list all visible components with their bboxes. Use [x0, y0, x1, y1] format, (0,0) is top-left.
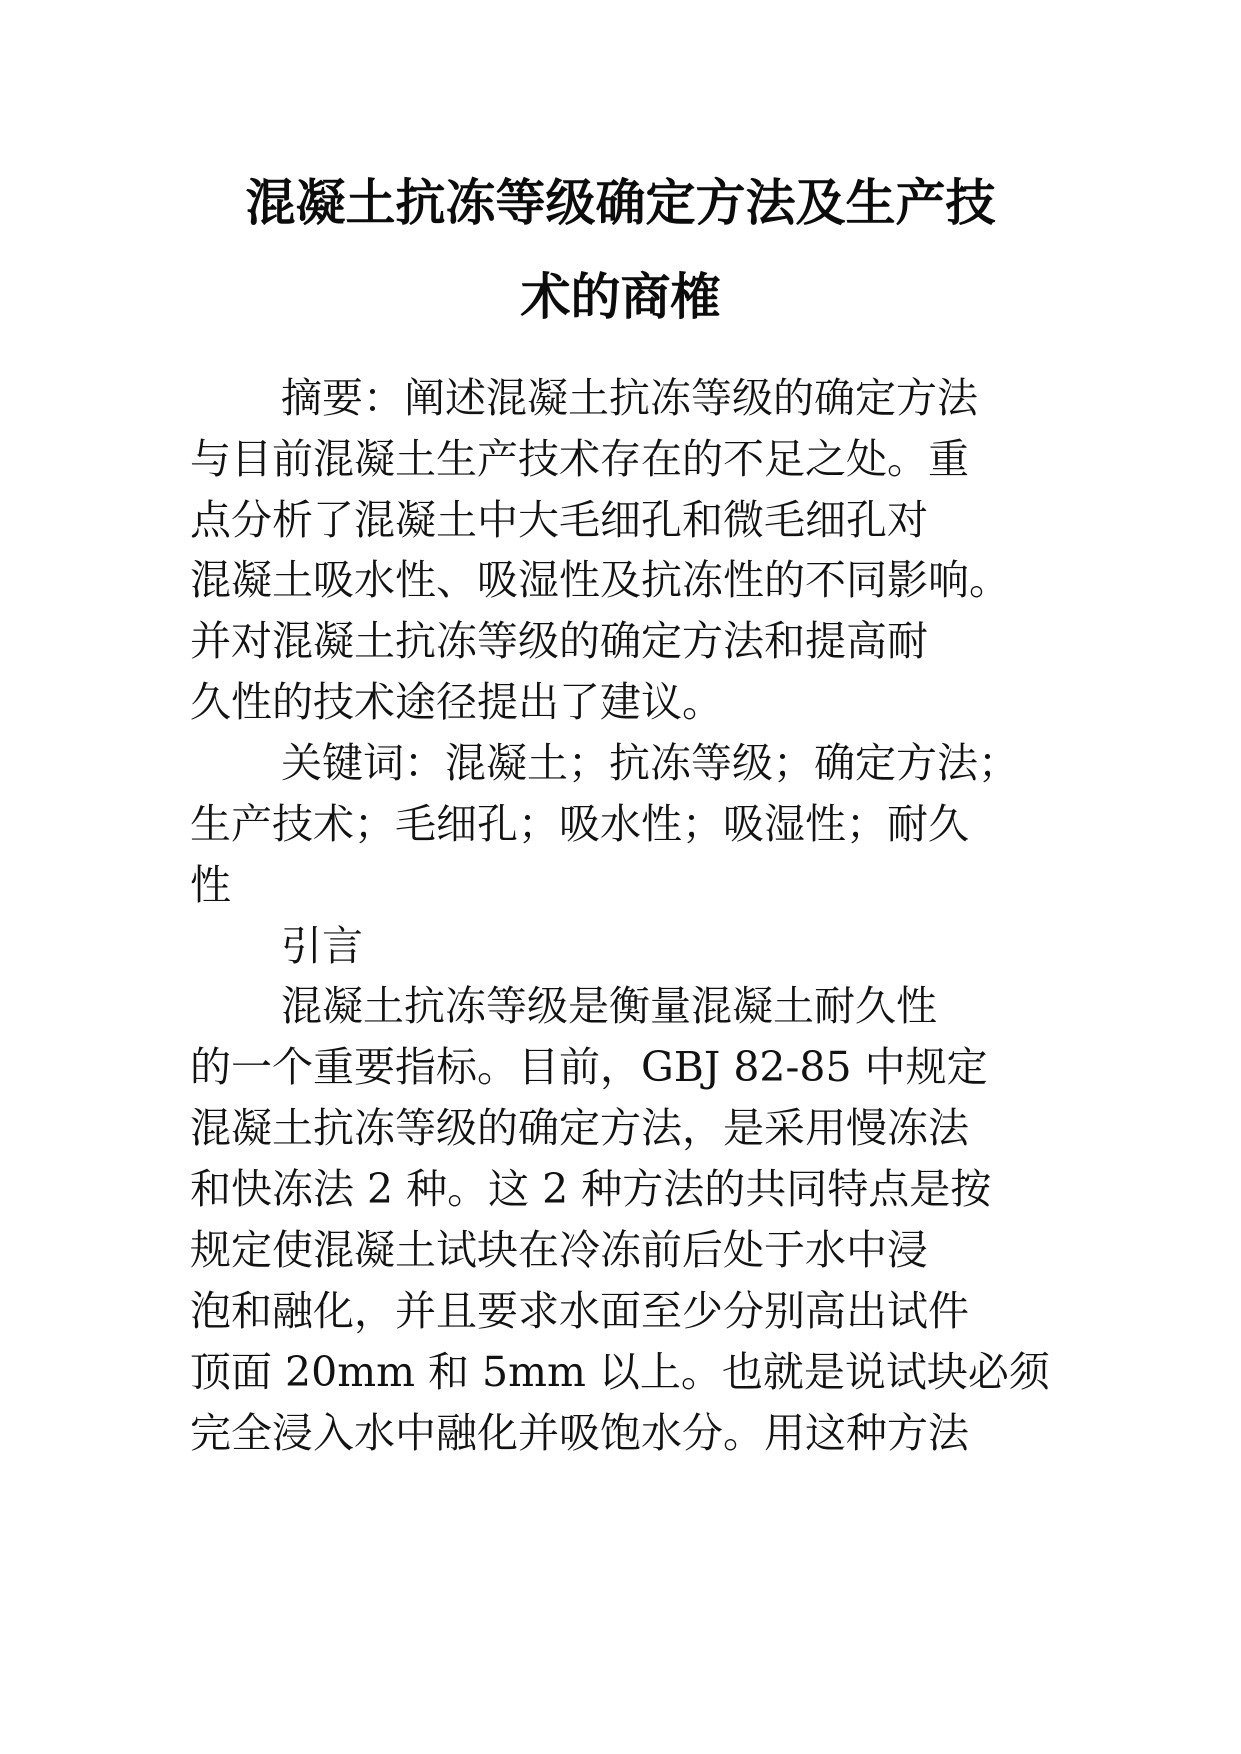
abstract-line-2: 与目前混凝土生产技术存在的不足之处。重 [190, 435, 969, 483]
abstract-line-4: 混凝土吸水性、吸湿性及抗冻性的不同影响。 [190, 556, 1010, 604]
abstract-line-1: 摘要：阐述混凝土抗冻等级的确定方法 [281, 374, 978, 422]
paragraph-line-3: 混凝土抗冻等级的确定方法，是采用慢冻法 [190, 1104, 969, 1152]
keywords-line-1: 关键词：混凝土；抗冻等级；确定方法； [281, 739, 1019, 787]
paragraph-line-7: 顶面 20mm 和 5mm 以上。也就是说试块必须 [190, 1348, 1050, 1396]
paragraph-line-8: 完全浸入水中融化并吸饱水分。用这种方法 [190, 1409, 969, 1457]
paragraph-line-4: 和快冻法 2 种。这 2 种方法的共同特点是按 [190, 1165, 992, 1213]
paragraph-line-1: 混凝土抗冻等级是衡量混凝土耐久性 [281, 982, 937, 1030]
document-title-line-2: 术的商榷 [520, 268, 721, 326]
abstract-line-3: 点分析了混凝土中大毛细孔和微毛细孔对 [190, 496, 928, 544]
paragraph-line-5: 规定使混凝土试块在冷冻前后处于水中浸 [190, 1226, 928, 1274]
document-title-line-1: 混凝土抗冻等级确定方法及生产技 [245, 174, 996, 232]
keywords-line-2: 生产技术；毛细孔；吸水性；吸湿性；耐久 [190, 800, 969, 848]
paragraph-line-6: 泡和融化，并且要求水面至少分别高出试件 [190, 1287, 969, 1335]
abstract-line-5: 并对混凝土抗冻等级的确定方法和提高耐 [190, 617, 928, 665]
keywords-line-3: 性 [190, 861, 231, 909]
abstract-line-6: 久性的技术途径提出了建议。 [190, 678, 723, 726]
paragraph-line-2: 的一个重要指标。目前，GBJ 82-85 中规定 [190, 1043, 988, 1091]
section-heading-introduction: 引言 [281, 922, 363, 970]
